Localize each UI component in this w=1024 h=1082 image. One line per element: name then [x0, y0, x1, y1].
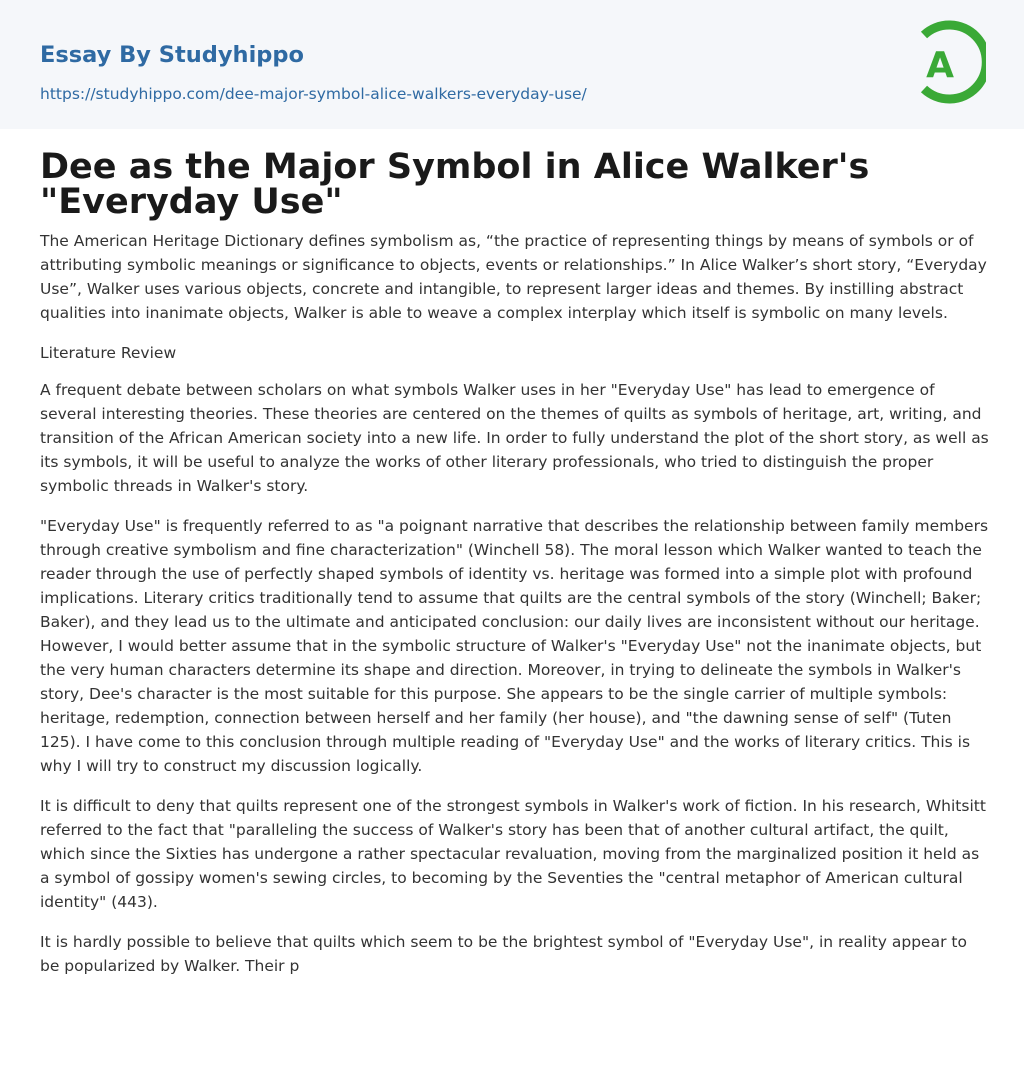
- intro-paragraph: The American Heritage Dictionary defines symbolism as, “the practice of representing things by means of symbols or of attributing symbolic meanings or significance to objects, events or relationships.” In Alice Walker’s short story, “Everyday Use”, Walker uses various objects, concrete and intangible, to represent larger ideas and themes. By instilling abstract qualities into inanimate objects, Walker is able to weave a complex interplay which itself is symbolic on many levels.: [40, 232, 987, 322]
- site-header: [0, 0, 1024, 129]
- body-paragraph: "Everyday Use" is frequently referred to as "a poignant narrative that describes the relationship between family members through creative symbolism and fine characterization" (Winchell 58). The moral lesson which Walker wanted to teach the reader through the use of perfectly shaped symbols of identity vs. heritage was formed into a simple plot with profound implications. Literary critics traditionally tend to assume that quilts are the central symbols of the story (Winchell; Baker; Baker), and they lead us to the ultimate and anticipated conclusion: our daily lives are inconsistent without our heritage. However, I would better assume that in the symbolic structure of Walker's "Everyday Use" not the inanimate objects, but the very human characters determine its shape and direction. Moreover, in trying to delineate the symbols in Walker's story, Dee's character is the most suitable for this purpose. She appears to be the single carrier of multiple symbols: heritage, redemption, connection between herself and her family (her house), and "the dawning sense of self" (Tuten 125). I have come to this conclusion through multiple reading of "Everyday Use" and the works of literary critics. This is why I will try to construct my discussion logically.: [40, 517, 989, 775]
- logo-letter: A: [926, 45, 954, 86]
- studyhippo-logo-icon[interactable]: [914, 19, 986, 105]
- article-title: Dee as the Major Symbol in Alice Walker's "Everyday Use": [40, 147, 870, 222]
- essay-url-link[interactable]: https://studyhippo.com/dee-major-symbol-alice-walkers-everyday-use/: [40, 85, 587, 103]
- article: [40, 147, 990, 978]
- brand-title: Essay By Studyhippo: [40, 42, 304, 68]
- body-paragraph-truncated: It is hardly possible to believe that quilts which seem to be the brightest symbol of "Everyday Use", in reality appear to be popularized by Walker. Their p: [40, 933, 967, 975]
- section-heading-literature-review: Literature Review: [40, 344, 177, 362]
- body-paragraph: A frequent debate between scholars on what symbols Walker uses in her "Everyday Use" has lead to emergence of several interesting theories. These theories are centered on the themes of quilts as symbols of heritage, art, writing, and transition of the African American society into a new life. In order to fully understand the plot of the short story, as well as its symbols, it will be useful to analyze the works of other literary professionals, who tried to distinguish the proper symbolic threads in Walker's story.: [40, 381, 989, 495]
- body-paragraph: It is difficult to deny that quilts represent one of the strongest symbols in Walker's work of fiction. In his research, Whitsitt referred to the fact that "paralleling the success of Walker's story has been that of another cultural artifact, the quilt, which since the Sixties has undergone a rather spectacular revaluation, moving from the marginalized position it held as a symbol of gossipy women's sewing circles, to becoming by the Seventies the "central metaphor of American cultural identity" (443).: [40, 797, 986, 911]
